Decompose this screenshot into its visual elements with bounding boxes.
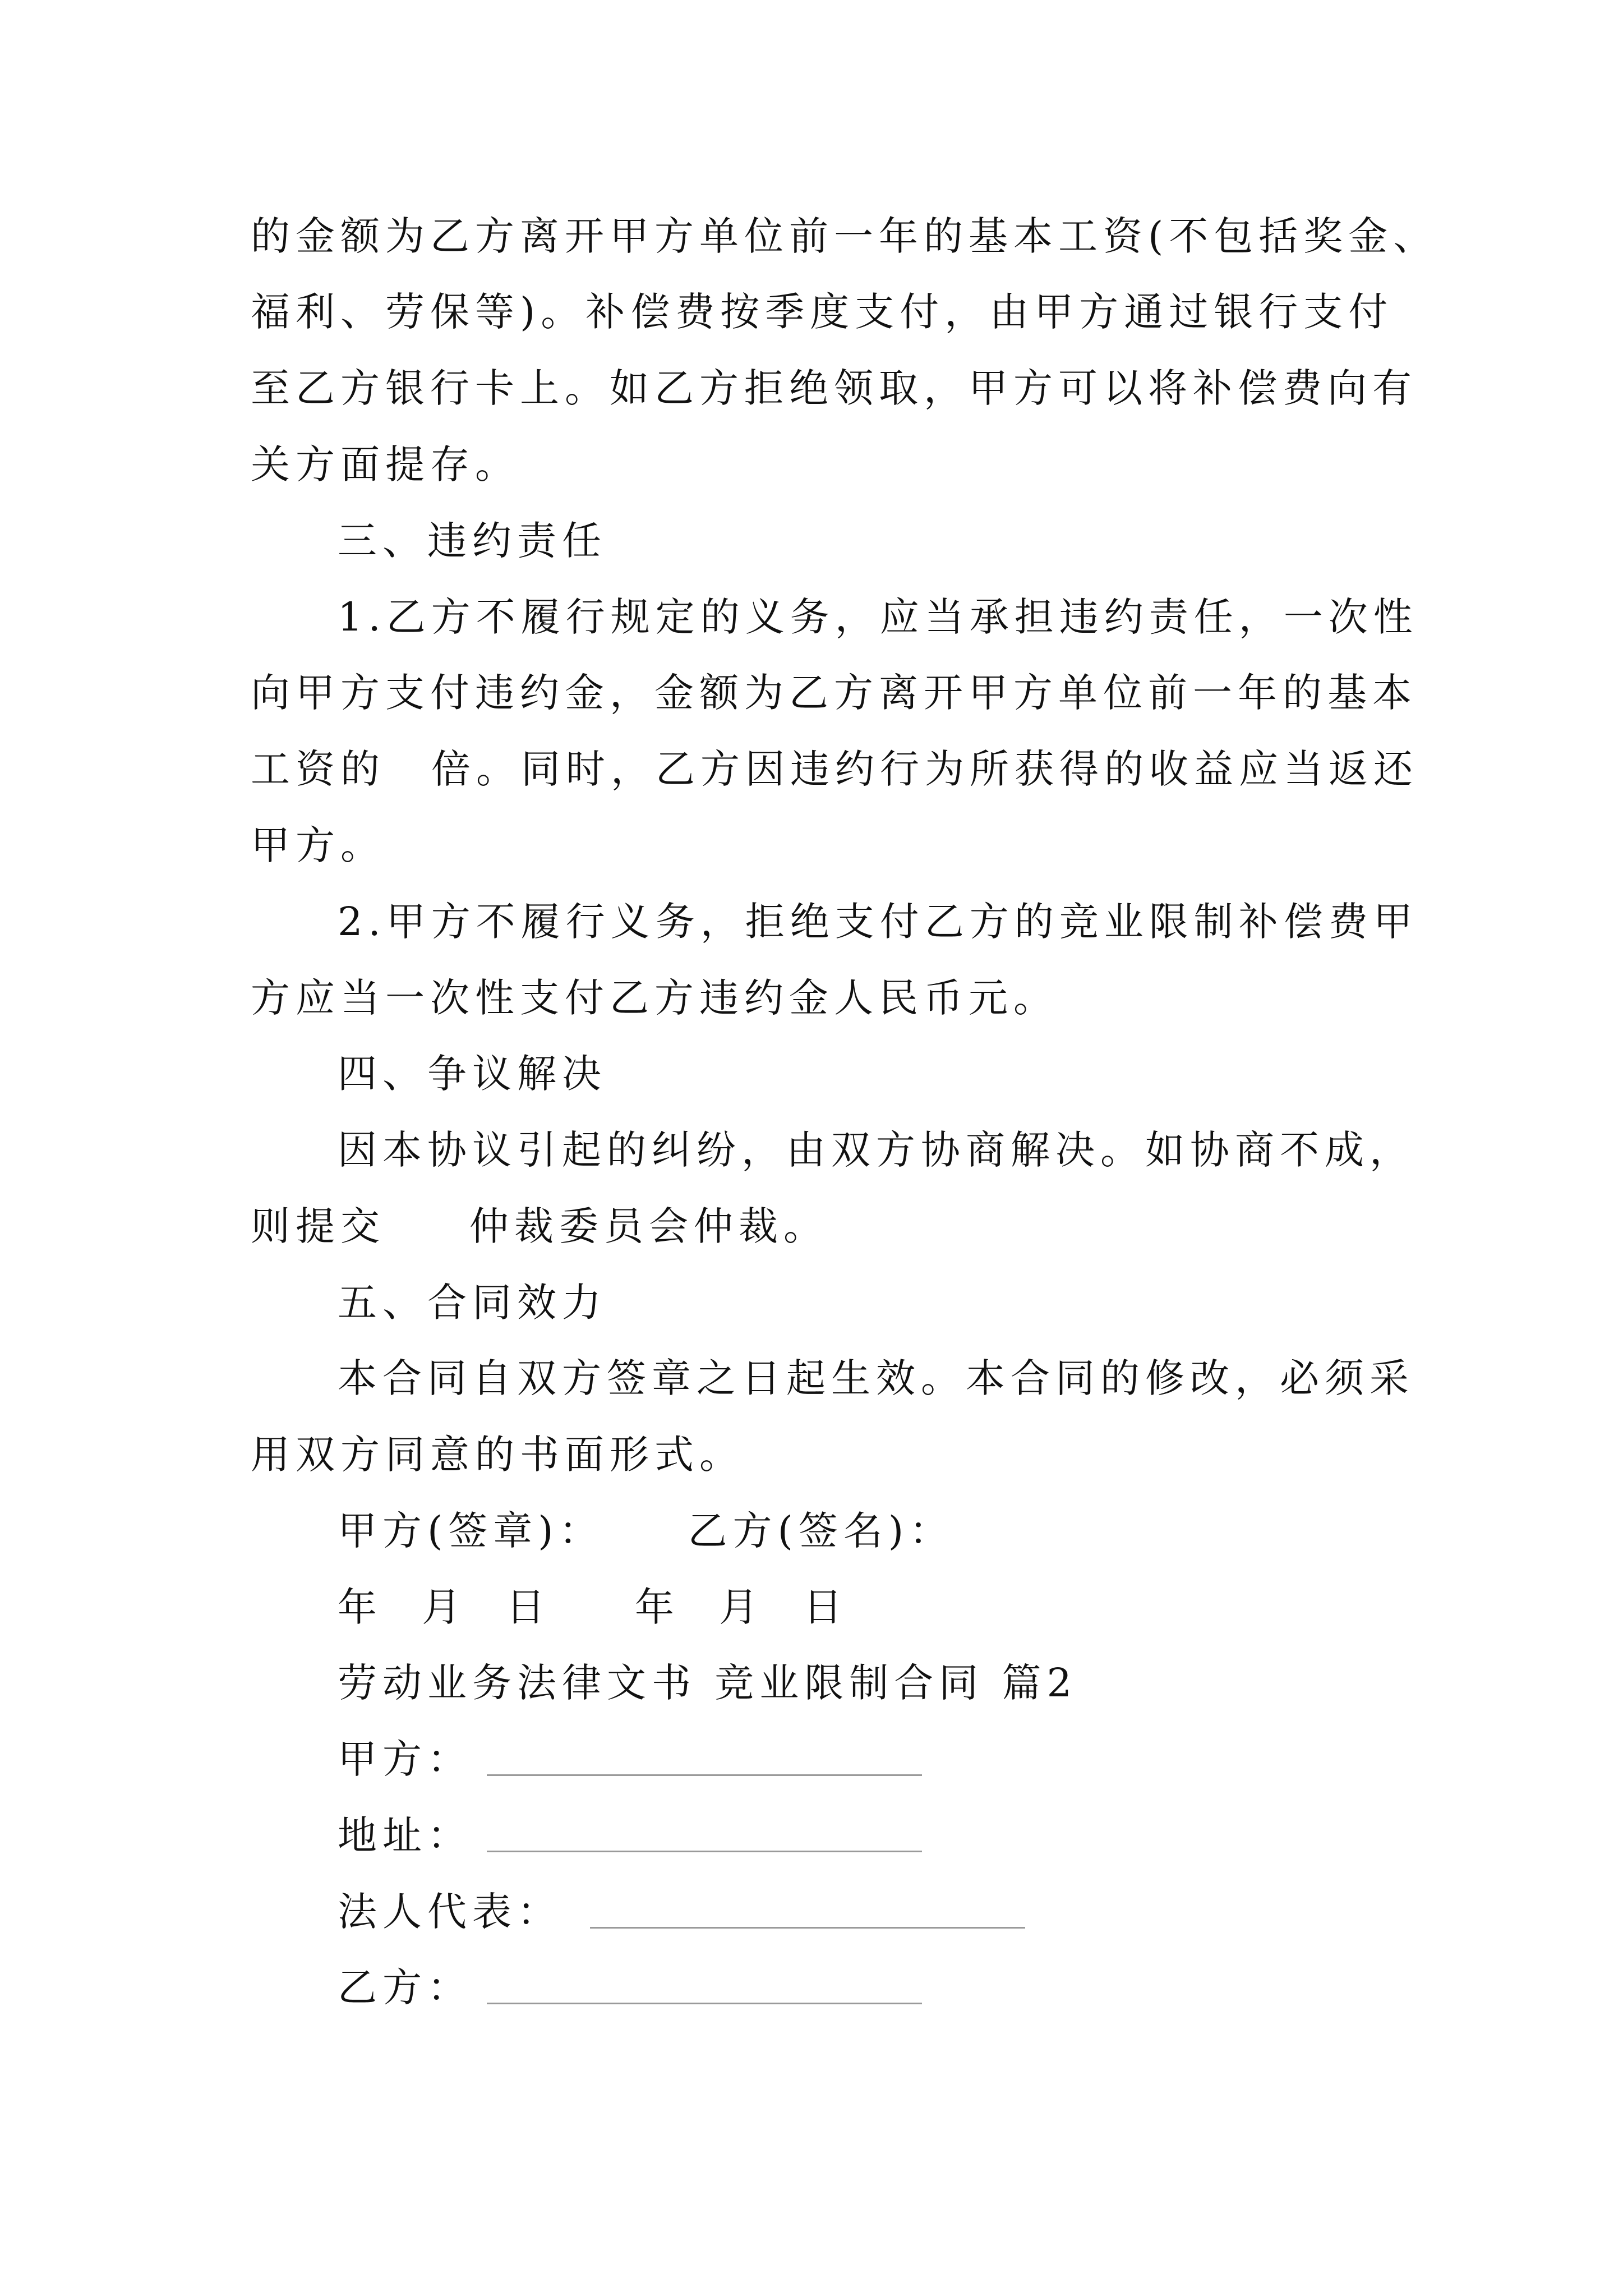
- paragraph-line: 至乙方银行卡上。如乙方拒绝领取，甲方可以将补偿费向有: [251, 365, 1417, 411]
- date-day-label: 日: [803, 1584, 848, 1630]
- form-field-party-a: [338, 1731, 922, 1787]
- paragraph-line: 向甲方支付违约金，金额为乙方离开甲方单位前一年的基本: [251, 670, 1417, 716]
- date-year-label: 年: [338, 1584, 382, 1630]
- paragraph-line: 用双方同意的书面形式。: [251, 1432, 744, 1478]
- date-line: [338, 1579, 848, 1635]
- party-a-label: 甲方：: [338, 1736, 472, 1782]
- date-year-label: 年: [635, 1584, 680, 1630]
- part-title: 劳动业务法律文书 竞业限制合同 篇2: [338, 1660, 1078, 1706]
- paragraph-line: 本合同自双方签章之日起生效。本合同的修改，必须采: [338, 1355, 1414, 1401]
- date-month-label: 月: [719, 1584, 764, 1630]
- paragraph-line: 的金额为乙方离开甲方单位前一年的基本工资(不包括奖金、: [251, 213, 1438, 259]
- form-field-legal-rep: [338, 1884, 1025, 1940]
- party-b-signature-label: 乙方(签名)：: [688, 1508, 955, 1554]
- paragraph-line: 福利、劳保等)。补偿费按季度支付，由甲方通过银行支付: [251, 289, 1394, 335]
- date-day-label: 日: [506, 1584, 551, 1630]
- paragraph-line: [251, 1198, 828, 1254]
- date-month-label: 月: [422, 1584, 467, 1630]
- paragraph-line: [251, 741, 1418, 797]
- address-label: 地址：: [338, 1812, 472, 1858]
- section-heading: 五、合同效力: [338, 1280, 607, 1326]
- form-field-address: [338, 1807, 922, 1864]
- legal-rep-blank-line[interactable]: [590, 1892, 1025, 1929]
- paragraph-line: 关方面提存。: [251, 441, 520, 487]
- legal-rep-label: 法人代表：: [338, 1889, 562, 1935]
- paragraph-line: 1.乙方不履行规定的义务，应当承担违约责任，一次性: [338, 594, 1418, 640]
- section-heading: 四、争议解决: [338, 1051, 607, 1097]
- party-a-blank-line[interactable]: [487, 1740, 922, 1776]
- section-heading: 三、违约责任: [338, 518, 607, 564]
- text-segment: 倍。同时，乙方因违约行为所获得的收益应当返还: [431, 746, 1418, 792]
- address-blank-line[interactable]: [487, 1816, 922, 1852]
- party-b-label: 乙方：: [338, 1964, 472, 2010]
- signature-line: [338, 1503, 954, 1559]
- form-field-party-b: [338, 1959, 922, 2016]
- text-segment: 仲裁委员会仲裁。: [469, 1203, 828, 1249]
- party-a-signature-label: 甲方(签章)：: [338, 1508, 604, 1554]
- paragraph-line: 因本协议引起的纠纷，由双方协商解决。如协商不成，: [338, 1127, 1414, 1173]
- text-segment: 则提交: [251, 1203, 385, 1249]
- party-b-blank-line[interactable]: [487, 1968, 922, 2004]
- paragraph-line: 甲方。: [251, 822, 385, 868]
- paragraph-line: 2.甲方不履行义务，拒绝支付乙方的竞业限制补偿费甲: [338, 899, 1418, 945]
- paragraph-line: 方应当一次性支付乙方违约金人民币元。: [251, 975, 1058, 1021]
- text-segment: 工资的: [251, 746, 385, 792]
